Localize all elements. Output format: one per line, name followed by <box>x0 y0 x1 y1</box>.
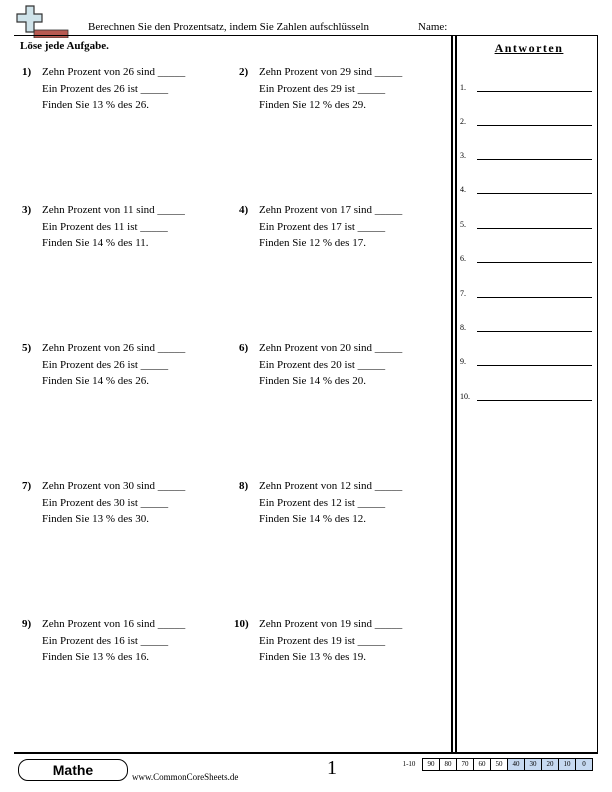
problem-line: Zehn Prozent von 20 sind _____ <box>259 342 403 354</box>
answer-line[interactable] <box>477 91 592 92</box>
score-cell: 30 <box>524 758 542 771</box>
answer-label: 5. <box>460 220 466 229</box>
problem-number: 4) <box>239 204 249 216</box>
problem-line: Ein Prozent des 29 ist _____ <box>259 82 386 95</box>
problem-number: 9) <box>22 618 32 630</box>
problem-line: Ein Prozent des 12 ist _____ <box>259 496 386 509</box>
problem-line: Finden Sie 12 % des 17. <box>259 237 366 249</box>
answer-line[interactable] <box>477 159 592 160</box>
problem-line: Ein Prozent des 16 ist _____ <box>42 634 169 647</box>
answers-title: Antworten <box>494 41 564 55</box>
answer-line[interactable] <box>477 365 592 366</box>
score-cell: 90 <box>422 758 440 771</box>
score-cell: 0 <box>575 758 593 771</box>
answer-line[interactable] <box>477 193 592 194</box>
site-url: www.CommonCoreSheets.de <box>132 772 239 782</box>
page-title: Berechnen Sie den Prozentsatz, indem Sie Zahlen aufschlüsseln <box>88 21 370 33</box>
answer-row-2[interactable] <box>460 114 592 128</box>
header-divider <box>14 35 598 36</box>
score-range-label: 1-10 <box>395 758 423 771</box>
problem-line: Finden Sie 14 % des 12. <box>259 513 366 525</box>
problem-number: 7) <box>22 480 32 492</box>
answer-row-4[interactable] <box>460 182 592 196</box>
answer-label: 6. <box>460 254 466 263</box>
problem-number: 8) <box>239 480 249 492</box>
problem-line: Ein Prozent des 26 ist _____ <box>42 82 169 95</box>
score-cell: 40 <box>507 758 525 771</box>
answer-line[interactable] <box>477 297 592 298</box>
score-cell: 70 <box>456 758 474 771</box>
problem-line: Zehn Prozent von 19 sind _____ <box>259 618 403 630</box>
answer-label: 3. <box>460 151 466 160</box>
answer-label: 9. <box>460 357 466 366</box>
problem-line: Ein Prozent des 30 ist _____ <box>42 496 169 509</box>
problem-line: Finden Sie 13 % des 16. <box>42 651 149 663</box>
answer-row-8[interactable] <box>460 320 592 334</box>
answer-label: 7. <box>460 289 466 298</box>
problem-line: Ein Prozent des 19 ist _____ <box>259 634 386 647</box>
answer-row-7[interactable] <box>460 286 592 300</box>
problem-number: 3) <box>22 204 32 216</box>
answer-label: 2. <box>460 117 466 126</box>
problem-line: Zehn Prozent von 30 sind _____ <box>42 480 186 492</box>
page-number: 1 <box>327 757 337 779</box>
answer-column-right-border <box>597 35 598 752</box>
problem-line: Finden Sie 13 % des 30. <box>42 513 149 525</box>
score-cell: 20 <box>541 758 559 771</box>
answer-column-divider-left <box>451 35 453 752</box>
problem-line: Finden Sie 14 % des 11. <box>42 237 149 249</box>
subject-badge: Mathe <box>18 759 128 781</box>
problem-number: 2) <box>239 66 249 78</box>
problem-line: Finden Sie 14 % des 20. <box>259 375 366 387</box>
problem-line: Finden Sie 13 % des 19. <box>259 651 366 663</box>
score-cell: 80 <box>439 758 457 771</box>
answer-row-1[interactable] <box>460 80 592 94</box>
problem-line: Finden Sie 12 % des 29. <box>259 99 366 111</box>
plus-sign-logo-icon <box>14 4 70 38</box>
problem-line: Finden Sie 13 % des 26. <box>42 99 149 111</box>
problem-line: Zehn Prozent von 16 sind _____ <box>42 618 186 630</box>
instructions: Löse jede Aufgabe. <box>20 40 109 52</box>
answer-column-divider-right <box>455 35 457 752</box>
problem-line: Zehn Prozent von 12 sind _____ <box>259 480 403 492</box>
problem-number: 6) <box>239 342 249 354</box>
answer-label: 8. <box>460 323 466 332</box>
name-label: Name: <box>418 21 448 33</box>
score-cell: 10 <box>558 758 576 771</box>
answer-line[interactable] <box>477 262 592 263</box>
answer-line[interactable] <box>477 331 592 332</box>
problem-line: Finden Sie 14 % des 26. <box>42 375 149 387</box>
answer-row-10[interactable] <box>460 389 592 403</box>
footer-divider <box>14 752 598 754</box>
answer-label: 1. <box>460 83 466 92</box>
problem-number: 10) <box>234 618 249 630</box>
answer-label: 4. <box>460 185 466 194</box>
problem-line: Zehn Prozent von 26 sind _____ <box>42 342 186 354</box>
answer-row-9[interactable] <box>460 354 592 368</box>
problem-number: 1) <box>22 66 32 78</box>
problem-line: Zehn Prozent von 26 sind _____ <box>42 66 186 78</box>
answer-line[interactable] <box>477 125 592 126</box>
problem-number: 5) <box>22 342 32 354</box>
score-cell: 60 <box>473 758 491 771</box>
answer-row-5[interactable] <box>460 217 592 231</box>
problem-line: Zehn Prozent von 17 sind _____ <box>259 204 403 216</box>
score-table <box>396 758 593 771</box>
problem-line: Ein Prozent des 17 ist _____ <box>259 220 386 233</box>
score-cell: 50 <box>490 758 508 771</box>
answer-label: 10. <box>460 392 470 401</box>
answer-line[interactable] <box>477 228 592 229</box>
problem-line: Ein Prozent des 26 ist _____ <box>42 358 169 371</box>
answer-row-6[interactable] <box>460 251 592 265</box>
answer-line[interactable] <box>477 400 592 401</box>
answer-row-3[interactable] <box>460 148 592 162</box>
problem-line: Ein Prozent des 20 ist _____ <box>259 358 386 371</box>
problem-line: Zehn Prozent von 11 sind _____ <box>42 204 185 216</box>
problem-line: Ein Prozent des 11 ist _____ <box>42 220 168 233</box>
problem-line: Zehn Prozent von 29 sind _____ <box>259 66 403 78</box>
